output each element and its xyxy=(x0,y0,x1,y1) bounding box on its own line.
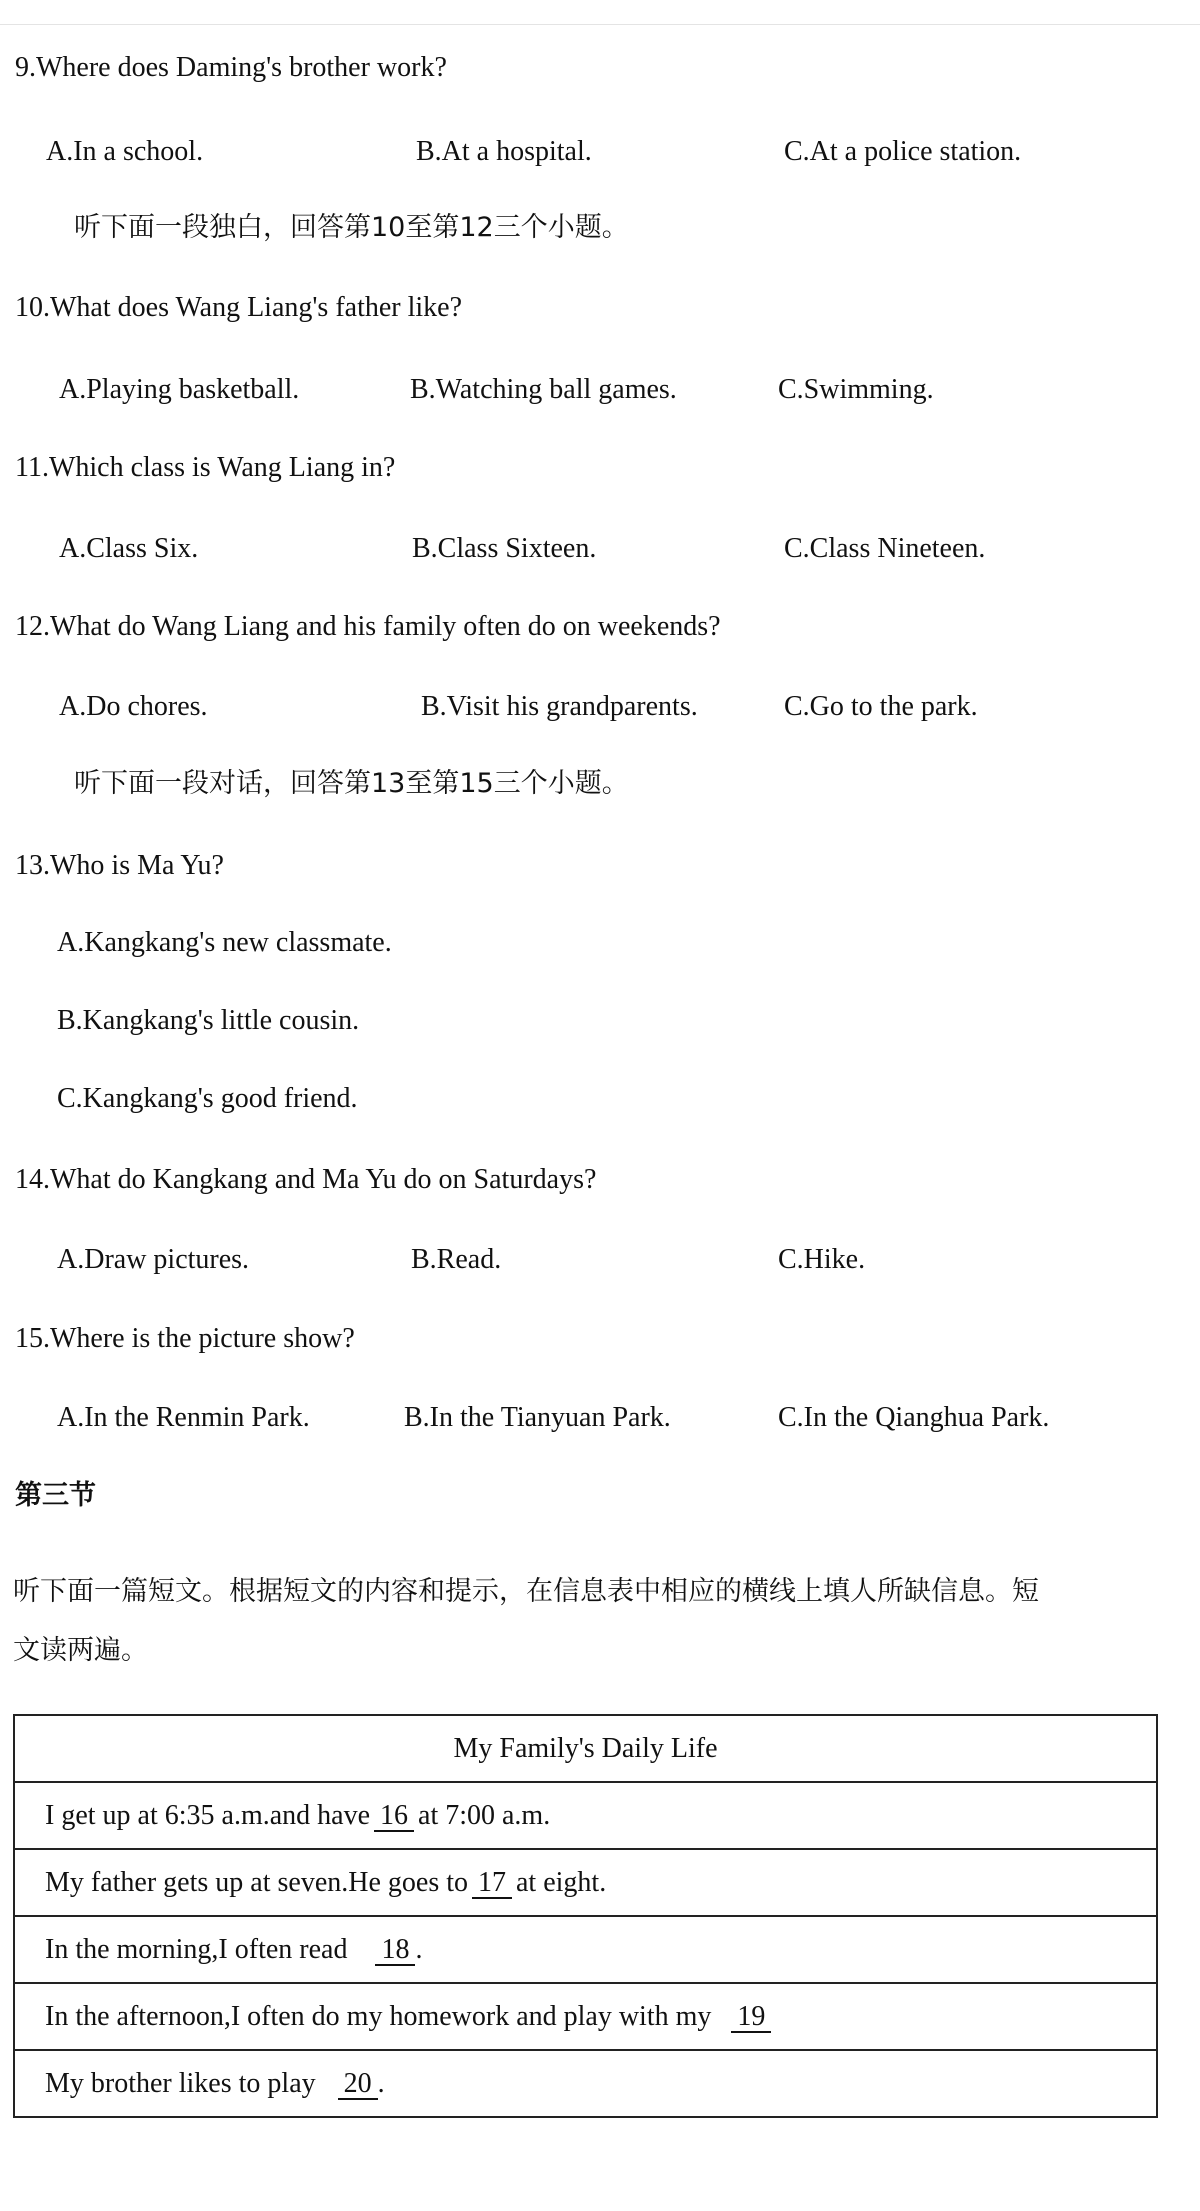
instruction-q13-15: 听下面一段对话，回答第13至第15三个小题。 xyxy=(74,768,629,799)
row-text: In the morning,I often read xyxy=(45,1933,348,1965)
question-9-option-a: A.In a school. xyxy=(46,136,204,167)
question-11-option-c: C.Class Nineteen. xyxy=(784,533,986,564)
table-row xyxy=(14,1849,1157,1916)
row-text-after: . xyxy=(377,2067,385,2099)
question-15-stem: 15.Where is the picture show? xyxy=(15,1323,355,1354)
row-text-after: at 7:00 a.m. xyxy=(418,1799,551,1831)
row-text: My father gets up at seven.He goes to xyxy=(45,1866,468,1898)
row-text-after: . xyxy=(415,1933,423,1965)
table-title: My Family's Daily Life xyxy=(14,1715,1157,1782)
question-12-option-b: B.Visit his grandparents. xyxy=(421,691,698,722)
answer-blank-18[interactable]: 18 xyxy=(375,1936,415,1966)
question-9-option-c: C.At a police station. xyxy=(784,136,1022,167)
section-instruction-line-2: 文读两遍。 xyxy=(13,1635,148,1666)
question-13-option-b: B.Kangkang's little cousin. xyxy=(57,1005,360,1036)
question-11-option-b: B.Class Sixteen. xyxy=(412,533,597,564)
question-14-option-b: B.Read. xyxy=(411,1244,502,1275)
question-12-stem: 12.What do Wang Liang and his family often do on weekends? xyxy=(15,611,721,642)
question-9-option-b: B.At a hospital. xyxy=(416,136,592,167)
question-9-stem: 9.Where does Daming's brother work? xyxy=(15,52,447,83)
row-text: My brother likes to play xyxy=(45,2067,316,2099)
answer-blank-17[interactable]: 17 xyxy=(472,1869,512,1899)
question-15-option-b: B.In the Tianyuan Park. xyxy=(404,1402,671,1433)
question-10-stem: 10.What does Wang Liang's father like? xyxy=(15,292,463,323)
top-divider xyxy=(0,24,1200,25)
question-10-option-a: A.Playing basketball. xyxy=(59,374,300,405)
question-10-option-c: C.Swimming. xyxy=(778,374,934,405)
question-14-option-c: C.Hike. xyxy=(778,1244,866,1275)
section-heading: 第三节 xyxy=(15,1480,96,1511)
answer-blank-20[interactable]: 20 xyxy=(338,2070,378,2100)
answer-blank-19[interactable]: 19 xyxy=(731,2003,771,2033)
question-13-option-a: A.Kangkang's new classmate. xyxy=(57,927,392,958)
question-15-option-a: A.In the Renmin Park. xyxy=(57,1402,310,1433)
section-instruction-line-1: 听下面一篇短文。根据短文的内容和提示，在信息表中相应的横线上填人所缺信息。短 xyxy=(13,1576,1039,1607)
question-12-option-a: A.Do chores. xyxy=(59,691,208,722)
question-14-stem: 14.What do Kangkang and Ma Yu do on Saturdays? xyxy=(15,1164,597,1195)
table-row xyxy=(14,2050,1157,2117)
question-13-option-c: C.Kangkang's good friend. xyxy=(57,1083,358,1114)
question-12-option-c: C.Go to the park. xyxy=(784,691,978,722)
row-text: In the afternoon,I often do my homework and play with my xyxy=(45,2000,712,2032)
table-row xyxy=(14,1983,1157,2050)
question-15-option-c: C.In the Qianghua Park. xyxy=(778,1402,1050,1433)
table-row xyxy=(14,1782,1157,1849)
question-10-option-b: B.Watching ball games. xyxy=(410,374,677,405)
row-text: I get up at 6:35 a.m.and have xyxy=(45,1799,371,1831)
question-14-option-a: A.Draw pictures. xyxy=(57,1244,250,1275)
table-row xyxy=(14,1916,1157,1983)
instruction-q10-12: 听下面一段独白，回答第10至第12三个小题。 xyxy=(74,212,629,243)
question-11-stem: 11.Which class is Wang Liang in? xyxy=(15,452,396,483)
answer-blank-16[interactable]: 16 xyxy=(374,1802,414,1832)
table-title-row xyxy=(14,1715,1157,1782)
question-13-stem: 13.Who is Ma Yu? xyxy=(15,850,224,881)
row-text-after: at eight. xyxy=(516,1866,607,1898)
question-11-option-a: A.Class Six. xyxy=(59,533,199,564)
info-table xyxy=(13,1714,1158,2118)
